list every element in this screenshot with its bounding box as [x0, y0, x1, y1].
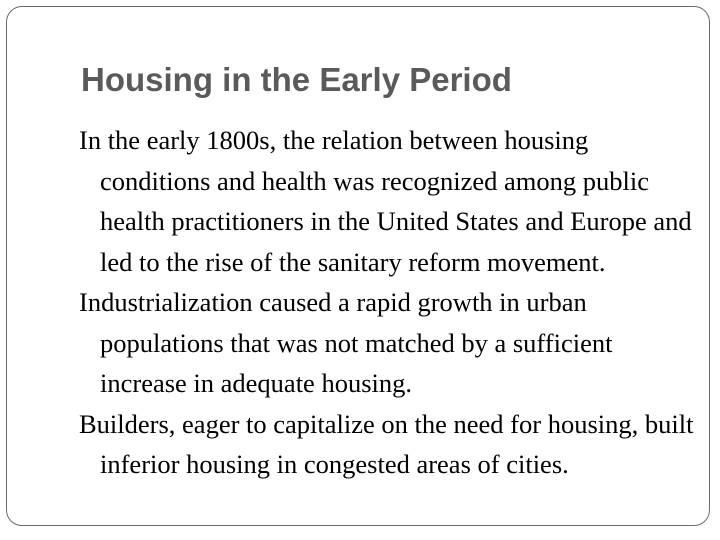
- body-paragraph-3: Builders, eager to capitalize on the need for housing, built inferior housing in congested areas of cities.: [79, 408, 694, 479]
- slide-body: [79, 120, 699, 485]
- body-paragraph-1: In the early 1800s, the relation between housing conditions and health was recognized among public health practitioners in the United States and Europe and led to the rise of the sanitary reform movement.: [79, 125, 692, 277]
- body-paragraph-2: Industrialization caused a rapid growth in urban populations that was not matched by a sufficient increase in adequate housing.: [79, 287, 613, 398]
- slide-title: Housing in the Early Period: [81, 61, 512, 98]
